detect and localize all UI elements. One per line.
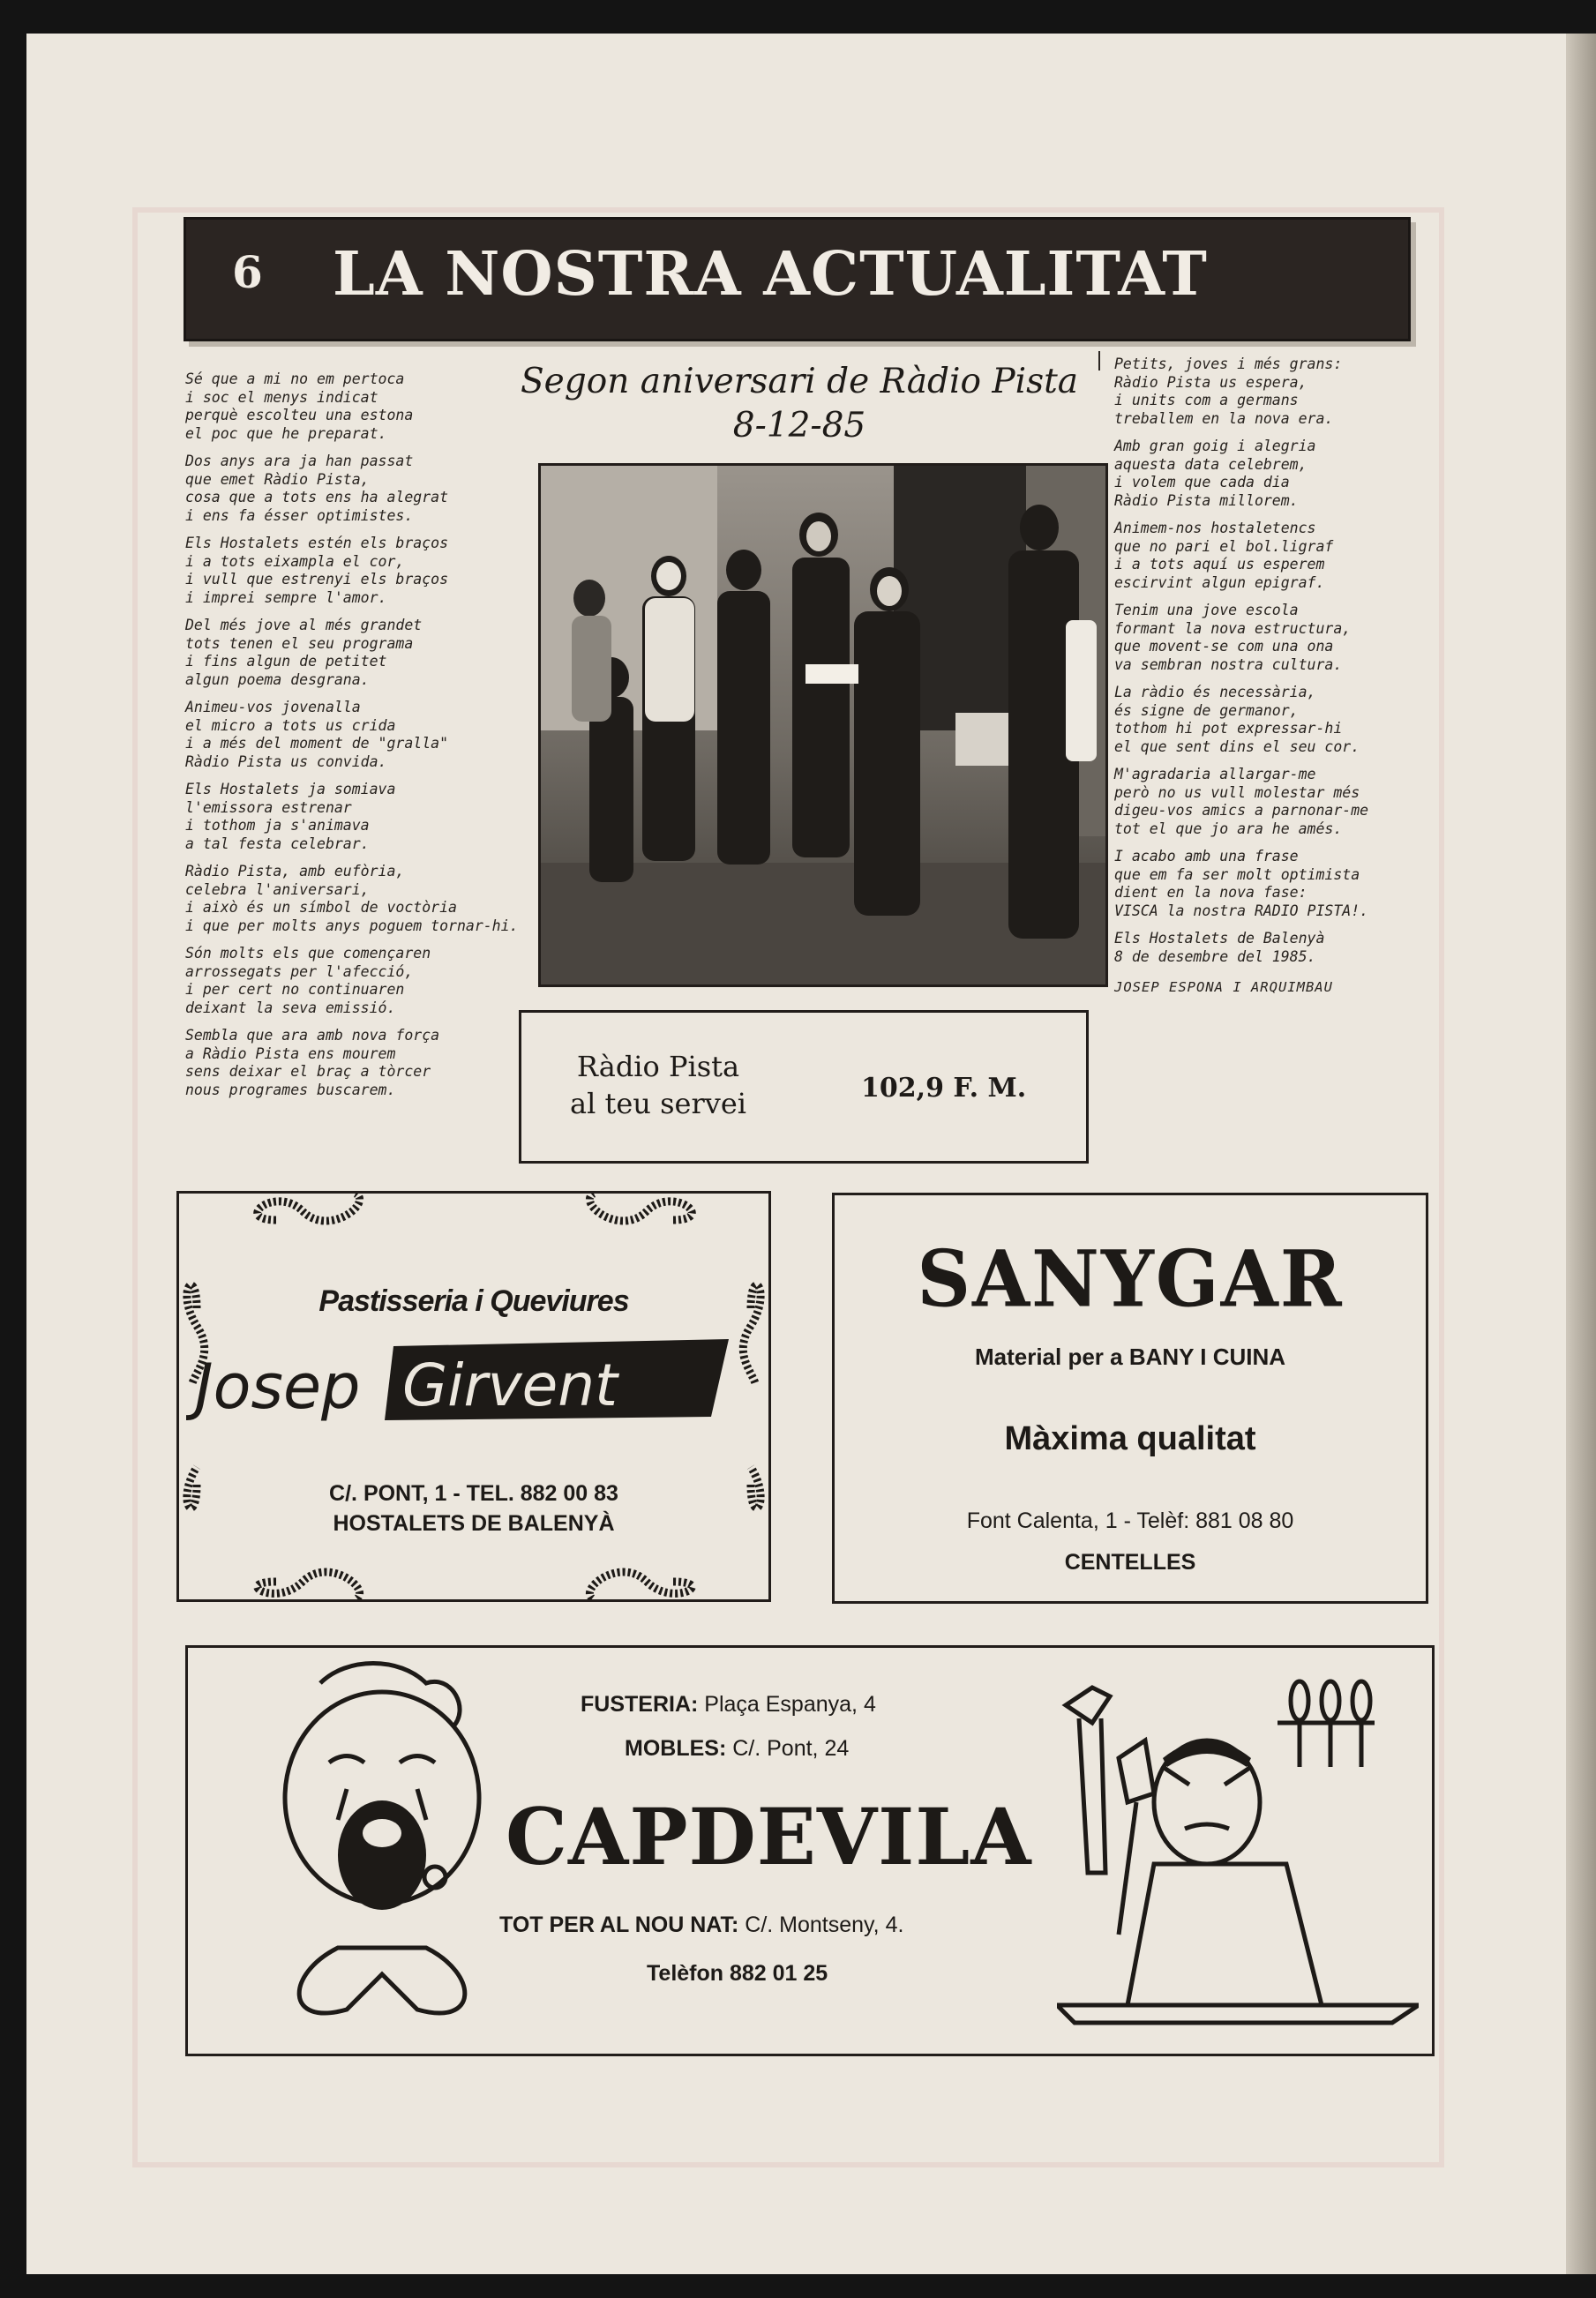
radio-name: Ràdio Pista al teu servei bbox=[570, 1050, 746, 1120]
sanygar-brand: SANYGAR bbox=[917, 1232, 1344, 1325]
article-date: 8-12-85 bbox=[732, 406, 866, 445]
fusteria-line bbox=[581, 1692, 876, 1718]
sanygar-address: Font Calenta, 1 - Telèf: 881 08 80 bbox=[966, 1508, 1294, 1533]
carpenter-illustration-icon bbox=[1057, 1670, 1419, 2040]
poem-stanza: Petits, joves i més grans: Ràdio Pista us espera, i units com a germans treballem en la nova era. bbox=[1114, 356, 1343, 427]
girvent-logo bbox=[186, 1339, 760, 1423]
svg-text:Girvent: Girvent bbox=[402, 1351, 618, 1419]
poem-stanza: I acabo amb una frase que em fa ser molt optimista dient en la nova fase: VISCA la nostra RADIO PISTA!. bbox=[1114, 848, 1369, 919]
radio-frequency: 102,9 F. M. bbox=[861, 1073, 1027, 1104]
poem-stanza: Sé que a mi no em pertoca i soc el menys indicat perquè escolteu una estona el poc que he preparat. bbox=[185, 371, 414, 442]
poem-stanza: M'agradaria allargar-me però no us vull molestar més digeu-vos amics a parnonar-me tot el que jo ara he amés. bbox=[1114, 766, 1369, 837]
svg-text:Josep: Josep bbox=[195, 1351, 361, 1423]
capdevila-phone: Telèfon 882 01 25 bbox=[647, 1961, 828, 1986]
poem-stanza: Sembla que ara amb nova força a Ràdio Pista ens mourem sens deixar el braç a tòrcer nous programes buscarem. bbox=[185, 1027, 440, 1098]
article-photo bbox=[538, 463, 1108, 987]
article-heading bbox=[499, 360, 1099, 448]
fusteria-label: FUSTERIA: bbox=[581, 1692, 699, 1717]
section-banner bbox=[184, 217, 1411, 341]
poem-stanza: Amb gran goig i alegria aquesta data celebrem, i volem que cada dia Ràdio Pista millorem. bbox=[1114, 438, 1316, 509]
poem-stanza: Els Hostalets estén els braços i a tots eixampla el cor, i vull que estrenyi els braços i imprei sempre l'amor. bbox=[185, 535, 449, 606]
nounat-label: TOT PER AL NOU NAT: bbox=[499, 1913, 739, 1937]
mobles-line bbox=[625, 1736, 849, 1762]
shop-street-phone: C/. PONT, 1 - TEL. 882 00 83 bbox=[329, 1481, 618, 1506]
section-title: LA NOSTRA ACTUALITAT bbox=[333, 239, 1208, 310]
poem-stanza: Dos anys ara ja han passat que emet Ràdio Pista, cosa que a tots ens ha alegrat i ens fa ésser optimistes. bbox=[185, 453, 449, 524]
shop-name: Pastisseria i Queviures bbox=[318, 1284, 629, 1318]
page-spine-edge bbox=[1566, 34, 1596, 2274]
article-title: Segon aniversari de Ràdio Pista bbox=[520, 362, 1079, 401]
poem-stanza: Tenim una jove escola formant la nova estructura, que movent-se com una ona va sembran nostra cultura. bbox=[1114, 602, 1352, 673]
radio-info-box bbox=[519, 1010, 1089, 1164]
poem-stanza: Són molts els que començaren arrossegats per l'afecció, i per cert no continuaren deixant la seva emissió. bbox=[185, 945, 431, 1016]
poem-stanza: Animem-nos hostaletencs que no pari el bol.ligraf i a tots aquí us esperem escirvint algun epigraf. bbox=[1114, 520, 1334, 591]
sanygar-tagline: Material per a BANY I CUINA bbox=[974, 1344, 1286, 1370]
poem-stanza: Animeu-vos jovenalla el micro a tots us crida i a més del moment de "gralla" Ràdio Pista us convida. bbox=[185, 699, 449, 770]
photo-illustration bbox=[541, 466, 1105, 984]
shop-town: HOSTALETS DE BALENYÀ bbox=[333, 1511, 615, 1536]
page-number: 6 bbox=[232, 246, 263, 298]
poem-stanza: La ràdio és necessària, és signe de germanor, tothom hi pot expressar-hi el que sent dins el seu cor. bbox=[1114, 684, 1360, 755]
mobles-address: C/. Pont, 24 bbox=[726, 1736, 850, 1761]
column-divider bbox=[1098, 351, 1100, 371]
sanygar-town: CENTELLES bbox=[1064, 1550, 1196, 1575]
poem-stanza: Ràdio Pista, amb eufòria, celebra l'aniversari, i això és un símbol de voctòria i que per molts anys poguem tornar-hi. bbox=[185, 863, 519, 934]
capdevila-brand: CAPDEVILA bbox=[506, 1791, 1032, 1883]
poem-stanza: Els Hostalets ja somiava l'emissora estrenar i tothom ja s'animava a tal festa celebrar. bbox=[185, 781, 396, 852]
ad-pastisseria-girvent bbox=[176, 1191, 771, 1602]
poem-right-column bbox=[1114, 356, 1423, 997]
article-signature: JOSEP ESPONA I ARQUIMBAU bbox=[1114, 979, 1333, 995]
ad-sanygar bbox=[832, 1193, 1428, 1604]
shop-address bbox=[179, 1478, 768, 1538]
nounat-address: C/. Montseny, 4. bbox=[738, 1913, 904, 1937]
nounat-line bbox=[499, 1913, 903, 1938]
sanygar-quality: Màxima qualitat bbox=[1004, 1420, 1256, 1457]
poem-stanza: Els Hostalets de Balenyà 8 de desembre del 1985. bbox=[1114, 930, 1325, 965]
poem-stanza: Del més jove al més grandet tots tenen el seu programa i fins algun de petitet algun poema desgrana. bbox=[185, 617, 423, 688]
crying-baby-icon bbox=[250, 1657, 514, 2045]
ad-capdevila bbox=[185, 1645, 1435, 2056]
mobles-label: MOBLES: bbox=[625, 1736, 727, 1761]
poem-left-column bbox=[185, 371, 565, 1109]
fusteria-address: Plaça Espanya, 4 bbox=[698, 1692, 876, 1717]
logo-graphic bbox=[186, 1339, 760, 1423]
